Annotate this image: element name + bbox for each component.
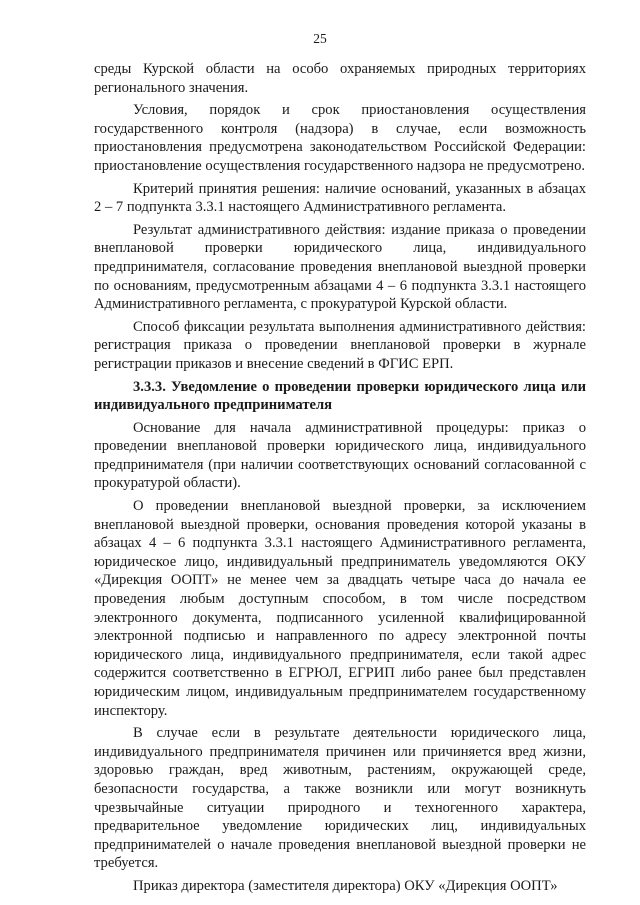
paragraph-harm-case: В случае если в результате деятельности юридического лица, индивидуального предпринимателя причинен или причиняется вред жизни, здоровью граждан, вред животным, растениям, окружающей среде, безопасности государства, а также возникли или могут возникнуть чрезвычайные ситуации природного и техногенного характера, предварительное уведомление юридических лиц, индивидуальных предпринимателей о начале проведения внеплановой выездной проверки не требуется. <box>94 725 586 872</box>
paragraph-decision-criterion: Критерий принятия решения: наличие оснований, указанных в абзацах 2 – 7 подпункта 3.3.1 настоящего Административного регламента. <box>94 180 586 216</box>
paragraph-notification: О проведении внеплановой выездной проверки, за исключением внеплановой выездной проверки, основания проведения которой указаны в абзацах 4 – 6 подпункта 3.3.1 настоящего Административного регламента, юридическое лицо, индивидуальный предприниматель уведомляются ОКУ «Дирекция ООПТ» не менее чем за двадцать четыре часа до начала ее проведения любым доступным способом, в том числе посредством электронного документа, подписанного усиленной квалифицированной электронной подписью и направленного по адресу электронной почты юридического лица, индивидуального предпринимателя, если такой адрес содержится соответственно в ЕГРЮЛ, ЕГРИП либо ранее был представлен юридическим лицом, индивидуальным предпринимателем государственному инспектору. <box>94 498 586 719</box>
page-number: 25 <box>313 31 327 46</box>
document-body <box>94 60 586 900</box>
paragraph-action-result: Результат административного действия: издание приказа о проведении внеплановой проверки юридического лица, индивидуального предпринимателя, согласование проведения внеплановой выездной проверки по основаниям, предусмотренным абзацами 4 – 6 подпункта 3.3.1 настоящего Административного регламента, с прокуратурой Курской области. <box>94 221 586 313</box>
section-heading-3-3-3: 3.3.3. Уведомление о проведении проверки юридического лица или индивидуального предпринимателя <box>94 378 586 414</box>
paragraph-procedure-basis: Основание для начала административной процедуры: приказ о проведении внеплановой проверки юридического лица, индивидуального предпринимателя (при наличии соответствующих оснований согласованной с прокуратурой области). <box>94 419 586 492</box>
paragraph-suspension-conditions: Условия, порядок и срок приостановления осуществления государственного контроля (надзора) в случае, если возможность приостановления предусмотрена законодательством Российской Федерации: приостановление осуществления государственного надзора не предусмотрено. <box>94 102 586 174</box>
paragraph-director-order: Приказ директора (заместителя директора) ОКУ «Дирекция ООПТ» <box>133 877 558 894</box>
paragraph-continuation: среды Курской области на особо охраняемых природных территориях регионального значения. <box>94 61 586 96</box>
paragraph-fixation-method: Способ фиксации результата выполнения административного действия: регистрация приказа о проведении внеплановой проверки в журнале регистрации приказов и внесение сведений в ФГИС ЕРП. <box>94 318 586 372</box>
